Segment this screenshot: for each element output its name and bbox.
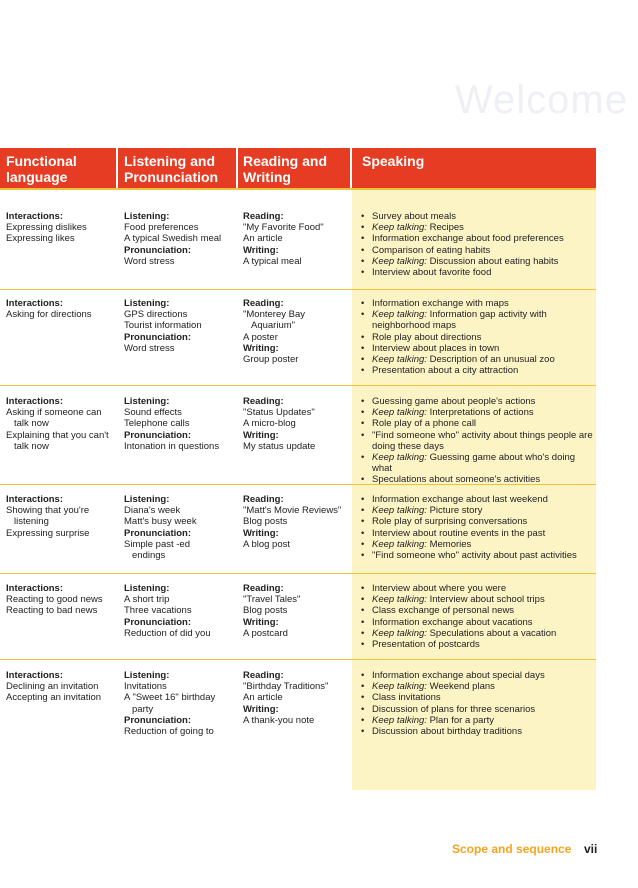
header-line: Listening and	[124, 153, 215, 169]
listening-label: Listening:	[124, 583, 170, 594]
speaking-cell	[359, 298, 594, 376]
speaking-item	[359, 605, 594, 616]
speaking-cell	[359, 494, 594, 561]
speaking-text: Discussion about birthday traditions	[372, 726, 522, 738]
reading-label: Reading:	[243, 670, 284, 681]
functional-item: talk now	[14, 418, 49, 430]
keep-talking-label: Keep talking:	[372, 538, 430, 550]
speaking-text: Interview about favorite food	[372, 267, 492, 279]
speaking-text: Information exchange about vacations	[372, 616, 533, 628]
reading-label: Reading:	[243, 396, 284, 407]
functional-item: Expressing dislikes	[6, 222, 87, 234]
listening-item: Food preferences	[124, 222, 199, 234]
reading-item: Aquarium"	[251, 320, 296, 332]
listening-label: Listening:	[124, 670, 170, 681]
speaking-item	[359, 550, 594, 561]
speaking-text: Presentation of postcards	[372, 639, 480, 651]
interactions-label: Interactions:	[6, 494, 64, 505]
speaking-item	[359, 222, 594, 233]
speaking-text: "Find someone who" activity about things people are	[372, 429, 593, 441]
keep-talking-label: Keep talking:	[372, 594, 430, 606]
functional-cell	[6, 583, 116, 617]
speaking-text: Speculations about someone's activities	[372, 474, 541, 486]
functional-item: Expressing surprise	[6, 527, 90, 539]
listening-item: Tourist information	[124, 320, 202, 332]
reading-cell	[243, 298, 348, 365]
reading-item: Blog posts	[243, 516, 288, 528]
writing-item: A blog post	[243, 538, 291, 550]
reading-item: "My Favorite Food"	[243, 222, 324, 234]
pronunciation-label: Pronunciation:	[124, 429, 192, 441]
listening-item: A "Sweet 16" birthday	[124, 692, 216, 704]
speaking-item	[359, 332, 594, 343]
functional-cell	[6, 494, 116, 539]
header-line: Functional	[6, 153, 77, 169]
pronunciation-item: Word stress	[124, 255, 175, 267]
listening-cell	[124, 298, 236, 354]
listening-label: Listening:	[124, 494, 170, 505]
speaking-item	[359, 343, 594, 354]
listening-item: GPS directions	[124, 309, 188, 321]
writing-label: Writing:	[243, 703, 279, 715]
speaking-item	[359, 418, 594, 429]
functional-cell	[6, 298, 116, 320]
header-functional-language	[6, 148, 114, 188]
reading-cell	[243, 211, 348, 267]
speaking-item	[359, 617, 594, 628]
speaking-item	[359, 309, 594, 331]
listening-label: Listening:	[124, 298, 170, 309]
speaking-text: Discussion of plans for three scenarios	[372, 703, 536, 715]
listening-label: Listening:	[124, 211, 170, 222]
writing-label: Writing:	[243, 244, 279, 256]
speaking-item	[359, 354, 594, 365]
speaking-text: Information gap activity with	[429, 309, 547, 321]
listening-item: Three vacations	[124, 605, 192, 617]
interactions-label: Interactions:	[6, 670, 64, 681]
listening-item: A short trip	[124, 594, 170, 606]
listening-item: Invitations	[124, 681, 167, 693]
pronunciation-item: Simple past -ed	[124, 538, 191, 550]
speaking-item	[359, 670, 594, 681]
speaking-item	[359, 681, 594, 692]
listening-cell	[124, 583, 236, 639]
keep-talking-label: Keep talking:	[372, 505, 430, 517]
speaking-item	[359, 396, 594, 407]
reading-item: A poster	[243, 331, 278, 343]
reading-item: "Monterey Bay	[243, 309, 305, 321]
speaking-item	[359, 298, 594, 309]
writing-item: A thank-you note	[243, 714, 315, 726]
interactions-label: Interactions:	[6, 396, 64, 407]
keep-talking-label: Keep talking:	[372, 681, 430, 693]
listening-cell	[124, 396, 236, 452]
pronunciation-label: Pronunciation:	[124, 714, 192, 726]
speaking-text: Guessing game about who's doing what	[372, 452, 576, 475]
pronunciation-label: Pronunciation:	[124, 616, 192, 628]
writing-item: Group poster	[243, 354, 299, 366]
functional-item: Expressing likes	[6, 233, 75, 245]
speaking-cell	[359, 211, 594, 278]
speaking-item	[359, 407, 594, 418]
pronunciation-label: Pronunciation:	[124, 331, 192, 343]
speaking-text: Information exchange about food preferences	[372, 233, 564, 245]
functional-item: Asking for directions	[6, 309, 92, 321]
page-number: vii	[584, 842, 598, 856]
watermark-text: Welcome	[455, 78, 628, 122]
speaking-text: Role play about directions	[372, 331, 482, 343]
row-separator	[0, 289, 596, 290]
keep-talking-label: Keep talking:	[372, 354, 430, 366]
speaking-list	[359, 298, 594, 376]
listening-item: party	[132, 703, 154, 715]
speaking-item	[359, 256, 594, 267]
speaking-text: Information exchange with maps	[372, 298, 509, 309]
header-line: Speaking	[362, 153, 425, 169]
speaking-cell	[359, 583, 594, 650]
reading-cell	[243, 396, 348, 452]
functional-item: Reacting to good news	[6, 594, 103, 606]
speaking-cell	[359, 670, 594, 737]
speaking-item	[359, 267, 594, 278]
reading-cell	[243, 670, 348, 726]
speaking-text: Guessing game about people's actions	[372, 396, 536, 407]
speaking-item	[359, 430, 594, 452]
functional-cell	[6, 396, 116, 452]
functional-cell	[6, 670, 116, 704]
header-divider	[236, 148, 238, 188]
pronunciation-item: endings	[132, 550, 166, 562]
header-line: Reading and	[243, 153, 328, 169]
functional-item: listening	[14, 516, 49, 528]
speaking-item	[359, 639, 594, 650]
header-line: Pronunciation	[124, 169, 219, 185]
speaking-text: Memories	[429, 538, 472, 550]
reading-item: "Birthday Traditions"	[243, 681, 329, 693]
speaking-list	[359, 494, 594, 561]
row-separator	[0, 573, 596, 574]
speaking-item	[359, 245, 594, 256]
row-separator	[0, 659, 596, 660]
speaking-item	[359, 704, 594, 715]
writing-label: Writing:	[243, 616, 279, 628]
speaking-text: "Find someone who" activity about past activities	[372, 550, 577, 562]
row-separator	[0, 385, 596, 386]
listening-item: Telephone calls	[124, 418, 190, 430]
listening-item: Matt's busy week	[124, 516, 197, 528]
speaking-text: Interview about routine events in the past	[372, 527, 546, 539]
keep-talking-label: Keep talking:	[372, 255, 430, 267]
pronunciation-label: Pronunciation:	[124, 527, 192, 539]
speaking-text: Information exchange about last weekend	[372, 494, 548, 505]
reading-label: Reading:	[243, 211, 284, 222]
reading-item: "Matt's Movie Reviews"	[243, 505, 342, 517]
interactions-label: Interactions:	[6, 211, 64, 222]
reading-item: "Status Updates"	[243, 407, 315, 419]
speaking-item	[359, 505, 594, 516]
reading-item: "Travel Tales"	[243, 594, 301, 606]
header-divider	[116, 148, 118, 188]
speaking-text-continued: doing these days	[372, 440, 444, 452]
reading-cell	[243, 494, 348, 550]
writing-item: A postcard	[243, 627, 288, 639]
keep-talking-label: Keep talking:	[372, 309, 430, 321]
pronunciation-item: Reduction of going to	[124, 726, 214, 738]
listening-label: Listening:	[124, 396, 170, 407]
speaking-text: Plan for a party	[429, 714, 494, 726]
keep-talking-label: Keep talking:	[372, 222, 430, 234]
functional-item: Asking if someone can	[6, 407, 102, 419]
speaking-text: Recipes	[429, 222, 464, 234]
reading-label: Reading:	[243, 494, 284, 505]
header-divider	[350, 148, 352, 188]
writing-label: Writing:	[243, 342, 279, 354]
listening-item: Diana's week	[124, 505, 181, 517]
listening-cell	[124, 494, 236, 561]
speaking-text: Interview about school trips	[429, 594, 545, 606]
header-line: language	[6, 169, 68, 185]
speaking-text: Survey about meals	[372, 211, 456, 222]
keep-talking-label: Keep talking:	[372, 407, 430, 419]
reading-label: Reading:	[243, 298, 284, 309]
functional-item: talk now	[14, 440, 49, 452]
speaking-text: Role play of a phone call	[372, 418, 477, 430]
speaking-text: Discussion about eating habits	[429, 255, 559, 267]
header-rule	[0, 188, 596, 190]
speaking-item	[359, 452, 594, 474]
reading-label: Reading:	[243, 583, 284, 594]
footer-section-title: Scope and sequence	[452, 842, 572, 856]
speaking-item	[359, 233, 594, 244]
reading-cell	[243, 583, 348, 639]
writing-label: Writing:	[243, 527, 279, 539]
interactions-label: Interactions:	[6, 583, 64, 594]
header-line: Writing	[243, 169, 291, 185]
speaking-list	[359, 211, 594, 278]
speaking-item	[359, 528, 594, 539]
functional-item: Explaining that you can't	[6, 429, 109, 441]
header-reading-writing	[243, 148, 348, 188]
writing-label: Writing:	[243, 429, 279, 441]
listening-cell	[124, 211, 236, 267]
speaking-text-continued: neighborhood maps	[372, 320, 456, 332]
speaking-list	[359, 396, 594, 486]
speaking-text: Description of an unusual zoo	[429, 354, 555, 366]
keep-talking-label: Keep talking:	[372, 452, 430, 464]
writing-item: A typical meal	[243, 255, 302, 267]
speaking-item	[359, 494, 594, 505]
reading-item: Blog posts	[243, 605, 288, 617]
speaking-text: Comparison of eating habits	[372, 244, 491, 256]
speaking-text: Picture story	[429, 505, 483, 517]
speaking-text: Presentation about a city attraction	[372, 365, 519, 377]
reading-item: An article	[243, 692, 283, 704]
functional-item: Declining an invitation	[6, 681, 99, 693]
interactions-label: Interactions:	[6, 298, 64, 309]
speaking-cell	[359, 396, 594, 486]
table-header	[0, 148, 596, 188]
speaking-item	[359, 211, 594, 222]
speaking-text: Class invitations	[372, 692, 441, 704]
functional-item: Accepting an invitation	[6, 692, 102, 704]
speaking-item	[359, 715, 594, 726]
speaking-item	[359, 539, 594, 550]
reading-item: A micro-blog	[243, 418, 296, 430]
listening-cell	[124, 670, 236, 737]
keep-talking-label: Keep talking:	[372, 714, 430, 726]
listening-item: Sound effects	[124, 407, 182, 419]
speaking-text: Information exchange about special days	[372, 670, 545, 681]
speaking-text: Weekend plans	[429, 681, 495, 693]
speaking-item	[359, 365, 594, 376]
speaking-item	[359, 628, 594, 639]
keep-talking-label: Keep talking:	[372, 627, 430, 639]
speaking-text: Interpretations of actions	[429, 407, 534, 419]
speaking-item	[359, 583, 594, 594]
speaking-text: Interview about where you were	[372, 583, 507, 594]
writing-item: My status update	[243, 440, 316, 452]
speaking-text: Speculations about a vacation	[429, 627, 557, 639]
reading-item: An article	[243, 233, 283, 245]
header-speaking	[362, 148, 562, 188]
speaking-list	[359, 670, 594, 737]
functional-item: Reacting to bad news	[6, 605, 98, 617]
speaking-item	[359, 594, 594, 605]
speaking-item	[359, 726, 594, 737]
speaking-text: Class exchange of personal news	[372, 605, 515, 617]
speaking-item	[359, 692, 594, 703]
speaking-item	[359, 516, 594, 527]
speaking-item	[359, 474, 594, 485]
functional-cell	[6, 211, 116, 245]
functional-item: Showing that you're	[6, 505, 90, 517]
pronunciation-item: Intonation in questions	[124, 440, 220, 452]
pronunciation-item: Reduction of did you	[124, 627, 211, 639]
pronunciation-item: Word stress	[124, 342, 175, 354]
listening-item: A typical Swedish meal	[124, 233, 222, 245]
speaking-text: Role play of surprising conversations	[372, 516, 528, 528]
pronunciation-label: Pronunciation:	[124, 244, 192, 256]
speaking-list	[359, 583, 594, 650]
header-listening-pronunciation	[124, 148, 236, 188]
speaking-text: Interview about places in town	[372, 342, 500, 354]
